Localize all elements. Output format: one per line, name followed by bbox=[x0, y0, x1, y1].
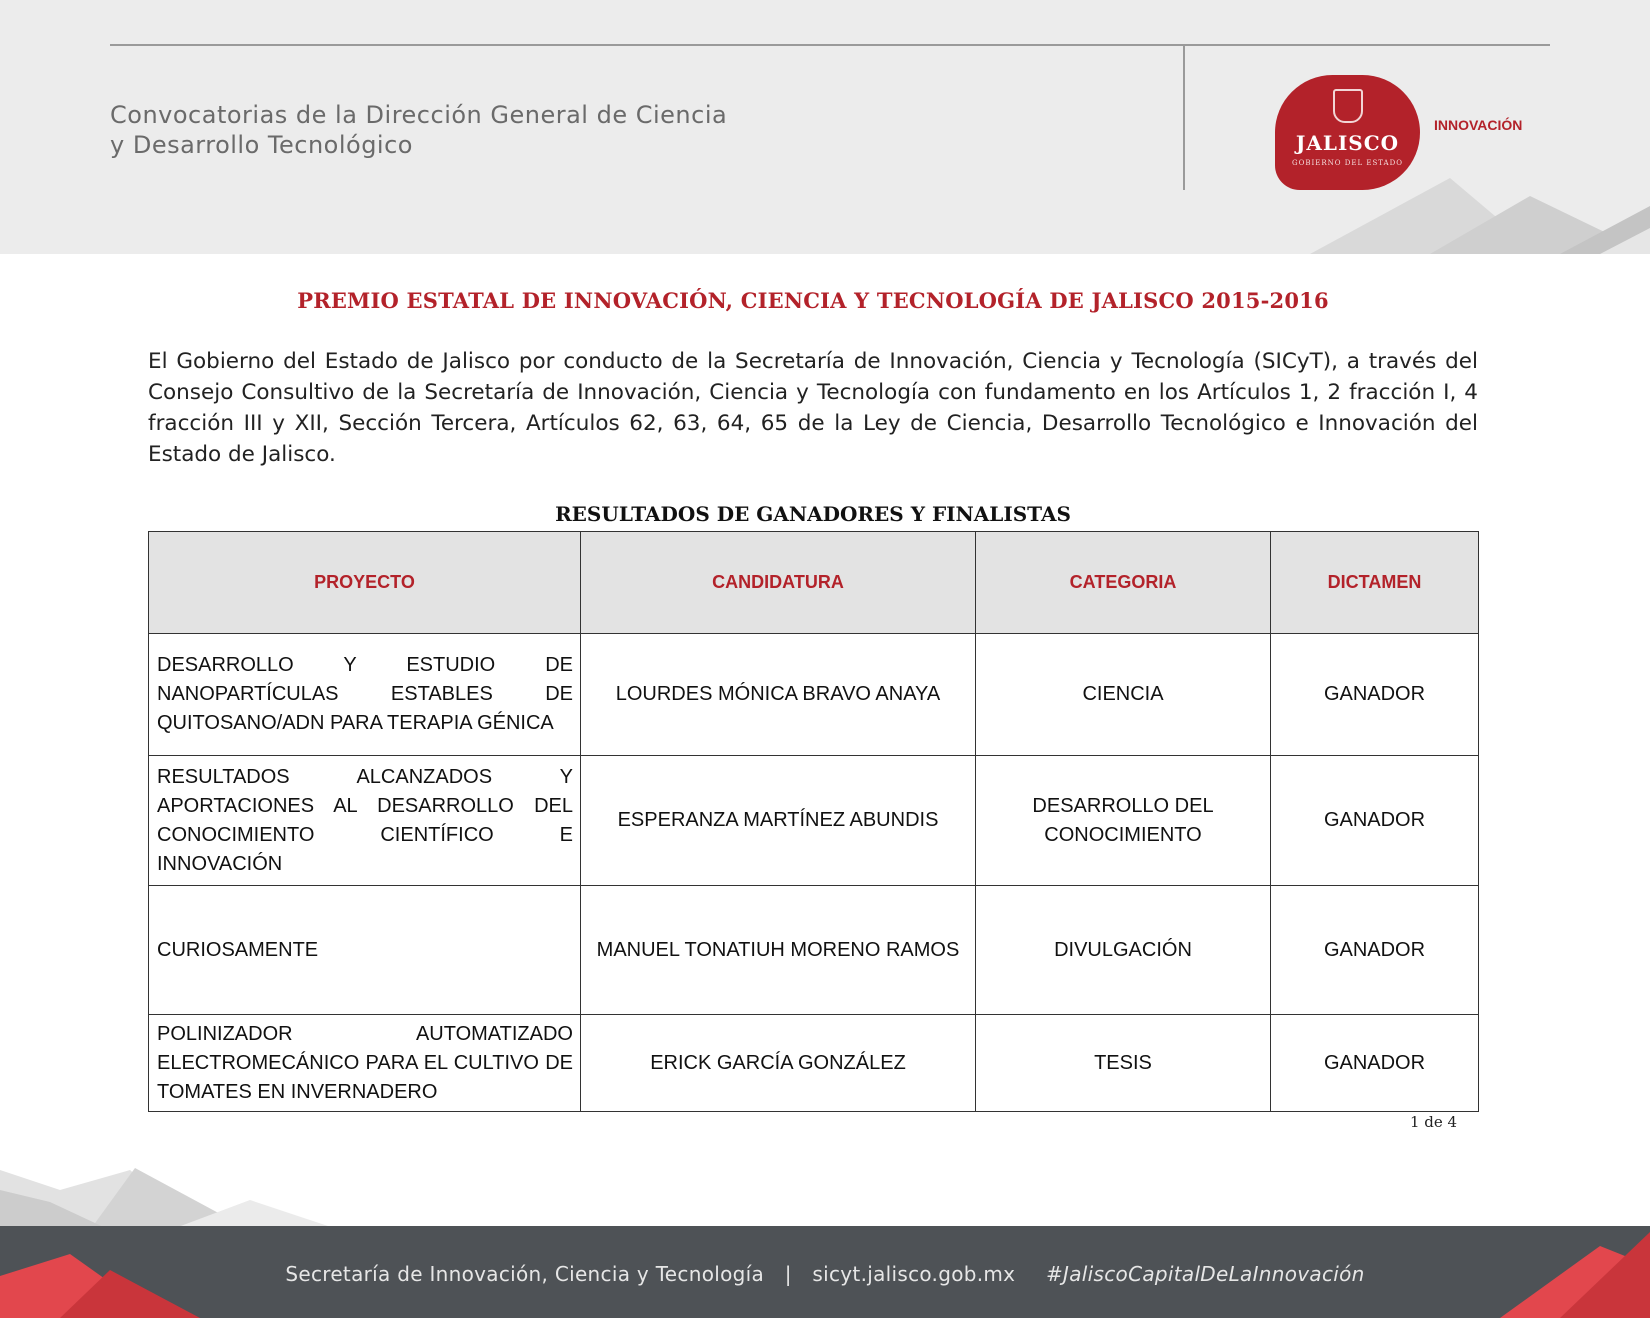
cell-candidatura: MANUEL TONATIUH MORENO RAMOS bbox=[581, 886, 976, 1015]
table-title: RESULTADOS DE GANADORES Y FINALISTAS bbox=[555, 502, 1071, 526]
coat-of-arms-icon bbox=[1333, 89, 1363, 123]
header-title-line2: y Desarrollo Tecnológico bbox=[110, 131, 413, 159]
cell-categoria: DESARROLLO DEL CONOCIMIENTO bbox=[976, 756, 1271, 886]
table-header-row bbox=[149, 532, 1479, 634]
cell-dictamen: GANADOR bbox=[1271, 886, 1479, 1015]
table-row bbox=[149, 1015, 1479, 1112]
column-header-dictamen: DICTAMEN bbox=[1271, 532, 1479, 634]
table-row bbox=[149, 886, 1479, 1015]
footer-mountains-graphic bbox=[0, 1140, 1650, 1230]
page-header bbox=[0, 0, 1650, 254]
results-table bbox=[148, 531, 1479, 1112]
cell-dictamen: GANADOR bbox=[1271, 1015, 1479, 1112]
cell-proyecto: POLINIZADOR AUTOMATIZADO ELECTROMECÁNICO PARA EL CULTIVO DE TOMATES EN INVERNADERO bbox=[149, 1015, 581, 1112]
footer-website-link[interactable]: sicyt.jalisco.gob.mx bbox=[812, 1262, 1016, 1286]
footer-text bbox=[0, 1262, 1650, 1286]
header-title bbox=[110, 100, 870, 160]
footer-hashtag: #JaliscoCapitalDeLaInnovación bbox=[1046, 1262, 1365, 1286]
cell-categoria: CIENCIA bbox=[976, 634, 1271, 756]
footer-secretaria: Secretaría de Innovación, Ciencia y Tecnología bbox=[285, 1262, 765, 1286]
cell-candidatura: ERICK GARCÍA GONZÁLEZ bbox=[581, 1015, 976, 1112]
cell-dictamen: GANADOR bbox=[1271, 634, 1479, 756]
column-header-categoria: CATEGORIA bbox=[976, 532, 1271, 634]
column-header-proyecto: PROYECTO bbox=[149, 532, 581, 634]
cell-dictamen: GANADOR bbox=[1271, 756, 1479, 886]
cell-categoria: TESIS bbox=[976, 1015, 1271, 1112]
footer-separator: | bbox=[784, 1262, 792, 1286]
column-header-candidatura: CANDIDATURA bbox=[581, 532, 976, 634]
logo-subtitle: GOBIERNO DEL ESTADO bbox=[1292, 159, 1403, 167]
logo-name: JALISCO bbox=[1295, 131, 1400, 155]
table-row bbox=[149, 756, 1479, 886]
header-title-line1: Convocatorias de la Dirección General de Ciencia bbox=[110, 101, 728, 129]
cell-proyecto: CURIOSAMENTE bbox=[149, 886, 581, 1015]
cell-candidatura: ESPERANZA MARTÍNEZ ABUNDIS bbox=[581, 756, 976, 886]
document-title: PREMIO ESTATAL DE INNOVACIÓN, CIENCIA Y TECNOLOGÍA DE JALISCO 2015-2016 bbox=[297, 288, 1329, 313]
cell-candidatura: LOURDES MÓNICA BRAVO ANAYA bbox=[581, 634, 976, 756]
table-row bbox=[149, 634, 1479, 756]
header-top-rule bbox=[110, 44, 1550, 46]
jalisco-logo bbox=[1275, 75, 1420, 190]
page-footer bbox=[0, 1226, 1650, 1318]
header-divider bbox=[1183, 46, 1185, 190]
cell-proyecto: DESARROLLO Y ESTUDIO DE NANOPARTÍCULAS ESTABLES DE QUITOSANO/ADN PARA TERAPIA GÉNICA bbox=[149, 634, 581, 756]
intro-paragraph: El Gobierno del Estado de Jalisco por conducto de la Secretaría de Innovación, Ciencia y Tecnología (SICyT), a través del Consejo Consultivo de la Secretaría de Innovación, Ciencia y Tecnología con fundamento en los Artículos 1, 2 fracción I, 4 fracción III y XII, Sección Tercera, Artículos 62, 63, 64, 65 de la Ley de Ciencia, Desarrollo Tecnológico e Innovación del Estado de Jalisco. bbox=[148, 349, 1478, 467]
page-number: 1 de 4 bbox=[1410, 1113, 1458, 1131]
cell-categoria: DIVULGACIÓN bbox=[976, 886, 1271, 1015]
brand-label: INNOVACIÓN bbox=[1434, 117, 1523, 133]
cell-proyecto: RESULTADOS ALCANZADOS Y APORTACIONES AL DESARROLLO DEL CONOCIMIENTO CIENTÍFICO E INNOVACIÓN bbox=[149, 756, 581, 886]
